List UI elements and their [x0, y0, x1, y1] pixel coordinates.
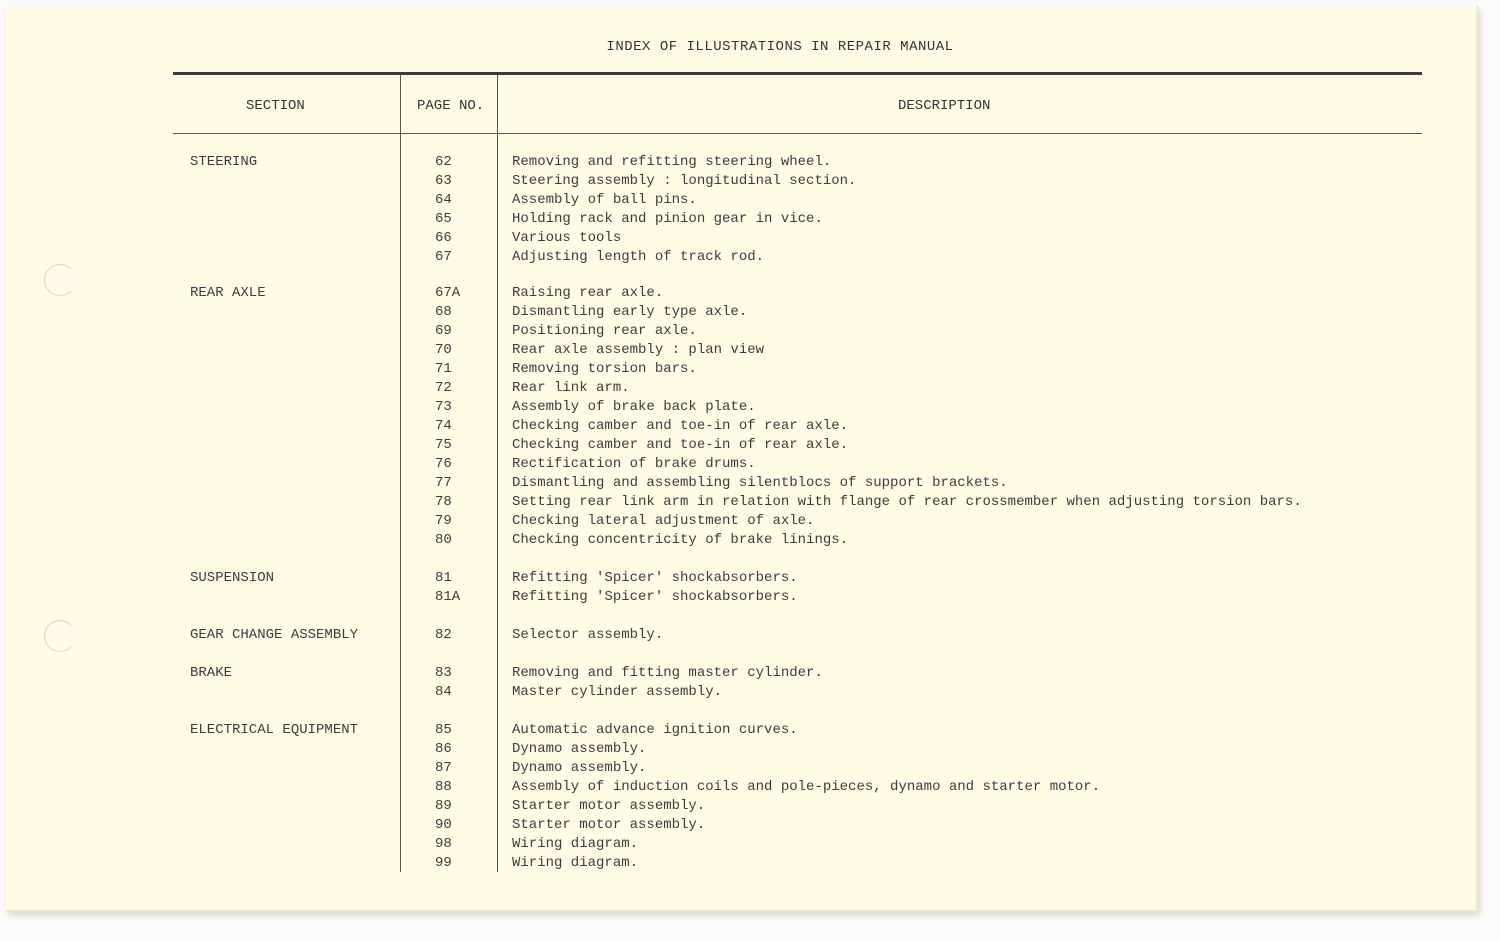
page-number: 73 — [435, 399, 452, 415]
description-text: Checking camber and toe-in of rear axle. — [512, 437, 849, 453]
description-text: Checking lateral adjustment of axle. — [512, 513, 815, 529]
page-number: 65 — [435, 211, 452, 227]
punch-hole-bottom — [44, 620, 76, 652]
description-text: Rectification of brake drums. — [512, 456, 756, 472]
description-text: Raising rear axle. — [512, 285, 664, 301]
description-text: Refitting 'Spicer' shockabsorbers. — [512, 589, 798, 605]
section-label: SUSPENSION — [190, 570, 275, 586]
page-number: 62 — [435, 154, 452, 170]
page-number: 72 — [435, 380, 452, 396]
header-section: SECTION — [246, 98, 305, 114]
page-number: 71 — [435, 361, 452, 377]
table-top-rule — [173, 72, 1422, 75]
page-number: 89 — [435, 798, 452, 814]
section-label: REAR AXLE — [190, 285, 266, 301]
page-number: 81 — [435, 570, 452, 586]
description-text: Steering assembly : longitudinal section. — [512, 173, 857, 189]
page-number: 67 — [435, 249, 452, 265]
page-number: 87 — [435, 760, 452, 776]
description-text: Various tools — [512, 230, 622, 246]
description-text: Automatic advance ignition curves. — [512, 722, 798, 738]
description-text: Rear link arm. — [512, 380, 630, 396]
header-page-no: PAGE NO. — [417, 98, 485, 114]
punch-hole-top — [44, 264, 76, 296]
column-divider-2 — [497, 75, 498, 872]
table-header-rule — [173, 133, 1422, 134]
page-number: 85 — [435, 722, 452, 738]
description-text: Wiring diagram. — [512, 855, 639, 871]
description-text: Wiring diagram. — [512, 836, 639, 852]
description-text: Adjusting length of track rod. — [512, 249, 765, 265]
section-label: ELECTRICAL EQUIPMENT — [190, 722, 359, 738]
page-number: 66 — [435, 230, 452, 246]
description-text: Master cylinder assembly. — [512, 684, 723, 700]
section-label: BRAKE — [190, 665, 233, 681]
section-label: STEERING — [190, 154, 258, 170]
description-text: Dynamo assembly. — [512, 760, 647, 776]
page-number: 80 — [435, 532, 452, 548]
page-number: 77 — [435, 475, 452, 491]
description-text: Rear axle assembly : plan view — [512, 342, 765, 358]
page-number: 67A — [435, 285, 461, 301]
description-text: Dismantling early type axle. — [512, 304, 748, 320]
description-text: Positioning rear axle. — [512, 323, 697, 339]
description-text: Assembly of induction coils and pole-pieces, dynamo and starter motor. — [512, 779, 1101, 795]
header-description: DESCRIPTION — [898, 98, 991, 114]
page-number: 84 — [435, 684, 452, 700]
page-number: 63 — [435, 173, 452, 189]
description-text: Refitting 'Spicer' shockabsorbers. — [512, 570, 798, 586]
page-number: 86 — [435, 741, 452, 757]
page-number: 74 — [435, 418, 452, 434]
page-number: 76 — [435, 456, 452, 472]
page-title: INDEX OF ILLUSTRATIONS IN REPAIR MANUAL — [606, 39, 954, 55]
page-number: 75 — [435, 437, 452, 453]
page-number: 81A — [435, 589, 461, 605]
page-number: 90 — [435, 817, 452, 833]
page-number: 64 — [435, 192, 452, 208]
description-text: Checking concentricity of brake linings. — [512, 532, 849, 548]
description-text: Assembly of brake back plate. — [512, 399, 756, 415]
page-number: 83 — [435, 665, 452, 681]
page-number: 88 — [435, 779, 452, 795]
page-number: 98 — [435, 836, 452, 852]
description-text: Removing and refitting steering wheel. — [512, 154, 832, 170]
description-text: Dismantling and assembling silentblocs of support brackets. — [512, 475, 1008, 491]
description-text: Removing torsion bars. — [512, 361, 697, 377]
description-text: Removing and fitting master cylinder. — [512, 665, 823, 681]
description-text: Selector assembly. — [512, 627, 664, 643]
description-text: Assembly of ball pins. — [512, 192, 697, 208]
description-text: Checking camber and toe-in of rear axle. — [512, 418, 849, 434]
description-text: Dynamo assembly. — [512, 741, 647, 757]
description-text: Starter motor assembly. — [512, 798, 706, 814]
column-divider-1 — [400, 75, 401, 872]
page-number: 78 — [435, 494, 452, 510]
description-text: Holding rack and pinion gear in vice. — [512, 211, 823, 227]
description-text: Setting rear link arm in relation with flange of rear crossmember when adjusting torsion bars. — [512, 494, 1302, 510]
page-number: 69 — [435, 323, 452, 339]
page-number: 99 — [435, 855, 452, 871]
page-number: 82 — [435, 627, 452, 643]
page-number: 70 — [435, 342, 452, 358]
description-text: Starter motor assembly. — [512, 817, 706, 833]
section-label: GEAR CHANGE ASSEMBLY — [190, 627, 359, 643]
page-number: 68 — [435, 304, 452, 320]
page-number: 79 — [435, 513, 452, 529]
